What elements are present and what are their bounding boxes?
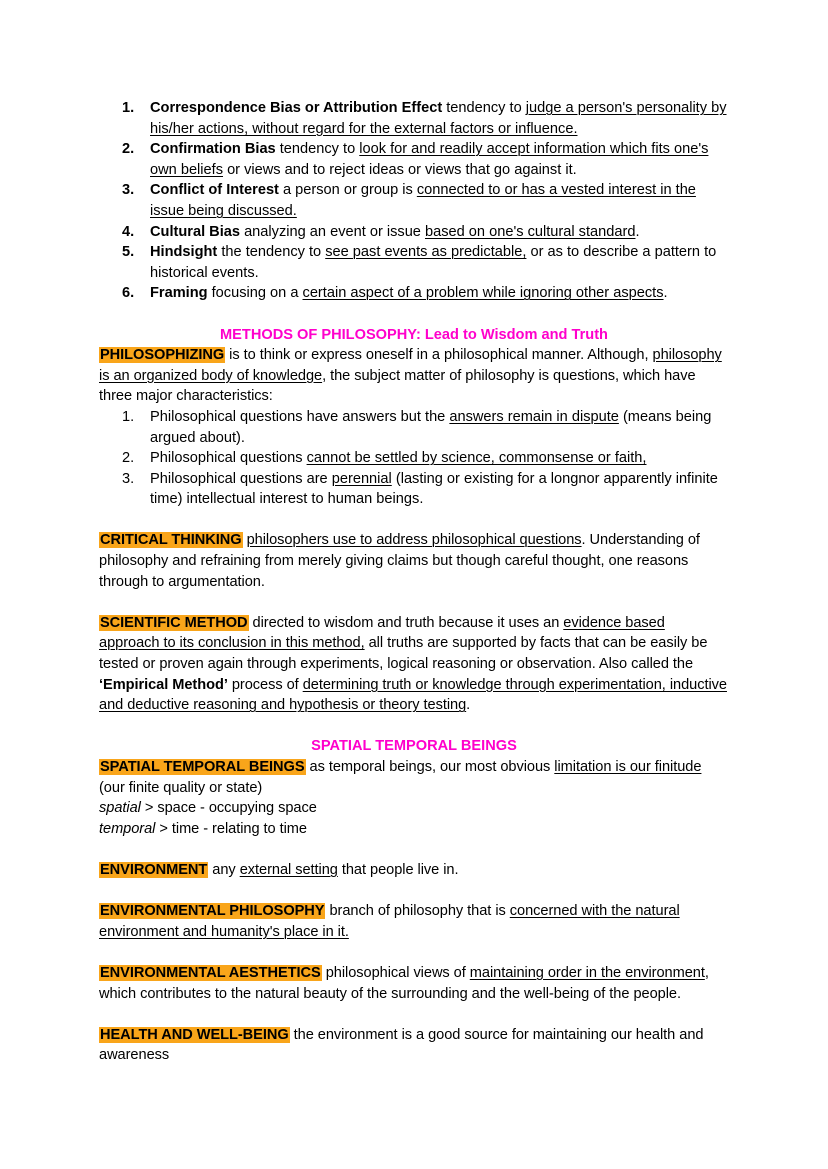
list-item	[99, 180, 729, 221]
spacer	[99, 510, 729, 531]
health-and-wellbeing-text-1: the environment is a good source for maintaining our health and awareness	[99, 1026, 704, 1064]
environment-underlined: external setting	[239, 861, 338, 878]
list-item	[99, 448, 729, 469]
list-item-text-tail: or views and to reject ideas or views that go against it.	[223, 161, 577, 178]
list-item-underlined-text: judge a person's personality by his/her actions, without regard for the external factors or influence.	[150, 100, 727, 137]
list-item-number: 3.	[122, 182, 135, 199]
document-content	[99, 98, 729, 1066]
spacer	[99, 839, 729, 860]
list-item	[99, 222, 729, 243]
list-item-number: 1.	[122, 100, 135, 116]
spatial-definition-text: > space - occupying space	[140, 800, 317, 817]
philosophizing-paragraph	[99, 345, 729, 407]
scientific-method-text-2: all truths are supported by facts that can be easily be tested or proven again through experiments, logical reasoning or observation. Also called the	[99, 635, 708, 673]
philosophizing-highlight: PHILOSOPHIZING	[100, 347, 225, 364]
list-item	[99, 407, 729, 448]
scientific-method-underlined-2: determining truth or knowledge through experimentation, inductive and deductive reasoning and hypothesis or theory testing	[99, 676, 727, 714]
scientific-method-paragraph	[99, 613, 729, 716]
list-item-text: tendency to	[442, 100, 526, 116]
list-item-text: a person or group is	[278, 182, 417, 199]
list-item-underlined-text: cannot be settled by science, commonsense or faith,	[306, 450, 647, 467]
environmental-philosophy-text-1: branch of philosophy that is	[325, 903, 510, 920]
philosophizing-underlined: philosophy is an organized body of knowledge	[99, 347, 722, 384]
list-item-number: 4.	[122, 223, 135, 240]
characteristics-list	[99, 407, 729, 510]
temporal-definition-line	[99, 819, 729, 840]
list-item-text: focusing on a	[207, 285, 303, 302]
environmental-aesthetics-underlined: maintaining order in the environment	[469, 964, 705, 981]
environmental-philosophy-underlined: concerned with the natural environment and humanity's place in it.	[99, 903, 680, 940]
bias-list	[99, 98, 729, 304]
list-item-underlined-text: perennial	[331, 470, 392, 487]
spatial-term: spatial	[99, 800, 141, 817]
spatial-temporal-underlined: limitation is our finitude	[554, 759, 702, 775]
list-item-text-tail: .	[663, 285, 668, 302]
environmental-aesthetics-text-1: philosophical views of	[321, 964, 470, 981]
list-item-number: 6.	[122, 285, 135, 302]
list-item-number: 2.	[122, 141, 135, 158]
critical-thinking-text-2: . Understanding of philosophy and refraining from merely giving claims but though careful thought, one reasons through to argumentation.	[99, 532, 700, 590]
list-item-underlined-text: answers remain in dispute	[449, 408, 619, 425]
scientific-method-text-4: .	[466, 697, 471, 714]
environment-paragraph	[99, 860, 729, 881]
spatial-temporal-beings-heading: SPATIAL TEMPORAL BEINGS	[311, 738, 517, 755]
list-item-number: 3.	[122, 470, 135, 487]
critical-thinking-paragraph	[99, 530, 729, 592]
environmental-philosophy-highlight: ENVIRONMENTAL PHILOSOPHY	[100, 903, 325, 920]
environment-text-1: any	[208, 861, 240, 878]
scientific-method-text-3: process of	[227, 676, 303, 693]
spacer	[99, 592, 729, 613]
critical-thinking-underlined: philosophers use to address philosophical questions	[246, 532, 582, 549]
empirical-method-term: ‘Empirical Method’	[99, 676, 228, 693]
list-item-text: analyzing an event or issue	[240, 223, 425, 240]
health-and-wellbeing-paragraph	[99, 1025, 729, 1066]
list-item-underlined-text: based on one's cultural standard	[424, 223, 636, 240]
list-item-underlined-text: see past events as predictable,	[325, 244, 527, 261]
list-item	[99, 242, 729, 283]
list-item-underlined-text: connected to or has a vested interest in the issue being discussed.	[150, 182, 696, 219]
spacer	[99, 304, 729, 325]
list-item-term: Conflict of Interest	[150, 182, 279, 199]
environmental-aesthetics-paragraph	[99, 963, 729, 1004]
scientific-method-underlined-1: evidence based approach to its conclusion in this method,	[99, 614, 665, 652]
list-item-text-tail: (lasting or existing for a longnor apparently infinite time) intellectual interest to human beings.	[150, 470, 718, 508]
environmental-aesthetics-text-2: , which contributes to the natural beauty of the surrounding and the well-being of the people.	[99, 964, 709, 1002]
list-item-text: Philosophical questions are	[150, 470, 332, 487]
temporal-term: temporal	[99, 820, 156, 837]
spatial-temporal-beings-paragraph	[99, 757, 729, 798]
environment-highlight: ENVIRONMENT	[100, 861, 208, 878]
temporal-definition-text: > time - relating to time	[155, 820, 307, 837]
list-item-text-tail: (means being argued about).	[150, 408, 712, 446]
spacer	[99, 942, 729, 963]
list-item-text-tail: .	[635, 223, 640, 240]
list-item-text: the tendency to	[217, 244, 326, 261]
list-item-term: Hindsight	[150, 244, 218, 261]
spacer	[99, 716, 729, 737]
list-item-term: Confirmation Bias	[150, 141, 276, 158]
list-item-underlined-text: certain aspect of a problem while ignoring other aspects	[302, 285, 664, 302]
list-item-underlined-text: look for and readily accept information which fits one's own beliefs	[150, 141, 709, 178]
list-item-term: Cultural Bias	[150, 223, 241, 240]
list-item	[99, 98, 729, 139]
spatial-temporal-beings-highlight: SPATIAL TEMPORAL BEINGS	[100, 759, 305, 775]
spacer	[99, 1004, 729, 1025]
philosophizing-text-2: , the subject matter of philosophy is questions, which have three major characteristics:	[99, 367, 696, 405]
list-item-number: 5.	[122, 244, 135, 261]
spatial-temporal-text-2: (our finite quality or state)	[99, 779, 263, 796]
spacer	[99, 881, 729, 902]
list-item	[99, 283, 729, 304]
list-item-term: Framing	[150, 285, 208, 302]
list-item-text: Philosophical questions	[150, 450, 307, 467]
list-item-text: Philosophical questions have answers but the	[150, 408, 450, 425]
critical-thinking-highlight: CRITICAL THINKING	[100, 532, 242, 549]
spatial-definition-line	[99, 798, 729, 819]
environment-text-2: that people live in.	[337, 861, 459, 878]
environmental-aesthetics-highlight: ENVIRONMENTAL AESTHETICS	[100, 964, 321, 981]
health-and-wellbeing-highlight: HEALTH AND WELL-BEING	[100, 1026, 289, 1043]
list-item-term: Correspondence Bias or Attribution Effect	[150, 100, 443, 116]
list-item-number: 1.	[122, 408, 135, 425]
list-item-text: tendency to	[275, 141, 360, 158]
methods-of-philosophy-heading: METHODS OF PHILOSOPHY: Lead to Wisdom and Truth	[220, 326, 608, 343]
scientific-method-highlight: SCIENTIFIC METHOD	[100, 614, 248, 631]
spatial-temporal-text-1: as temporal beings, our most obvious	[305, 759, 555, 775]
list-item-text-tail: or as to describe a pattern to historical events.	[150, 244, 717, 281]
list-item-number: 2.	[122, 450, 135, 467]
list-item	[99, 469, 729, 510]
philosophizing-text-1: is to think or express oneself in a philosophical manner. Although,	[225, 347, 653, 364]
list-item	[99, 139, 729, 180]
environmental-philosophy-paragraph	[99, 901, 729, 942]
scientific-method-text-1: directed to wisdom and truth because it uses an	[248, 614, 564, 631]
